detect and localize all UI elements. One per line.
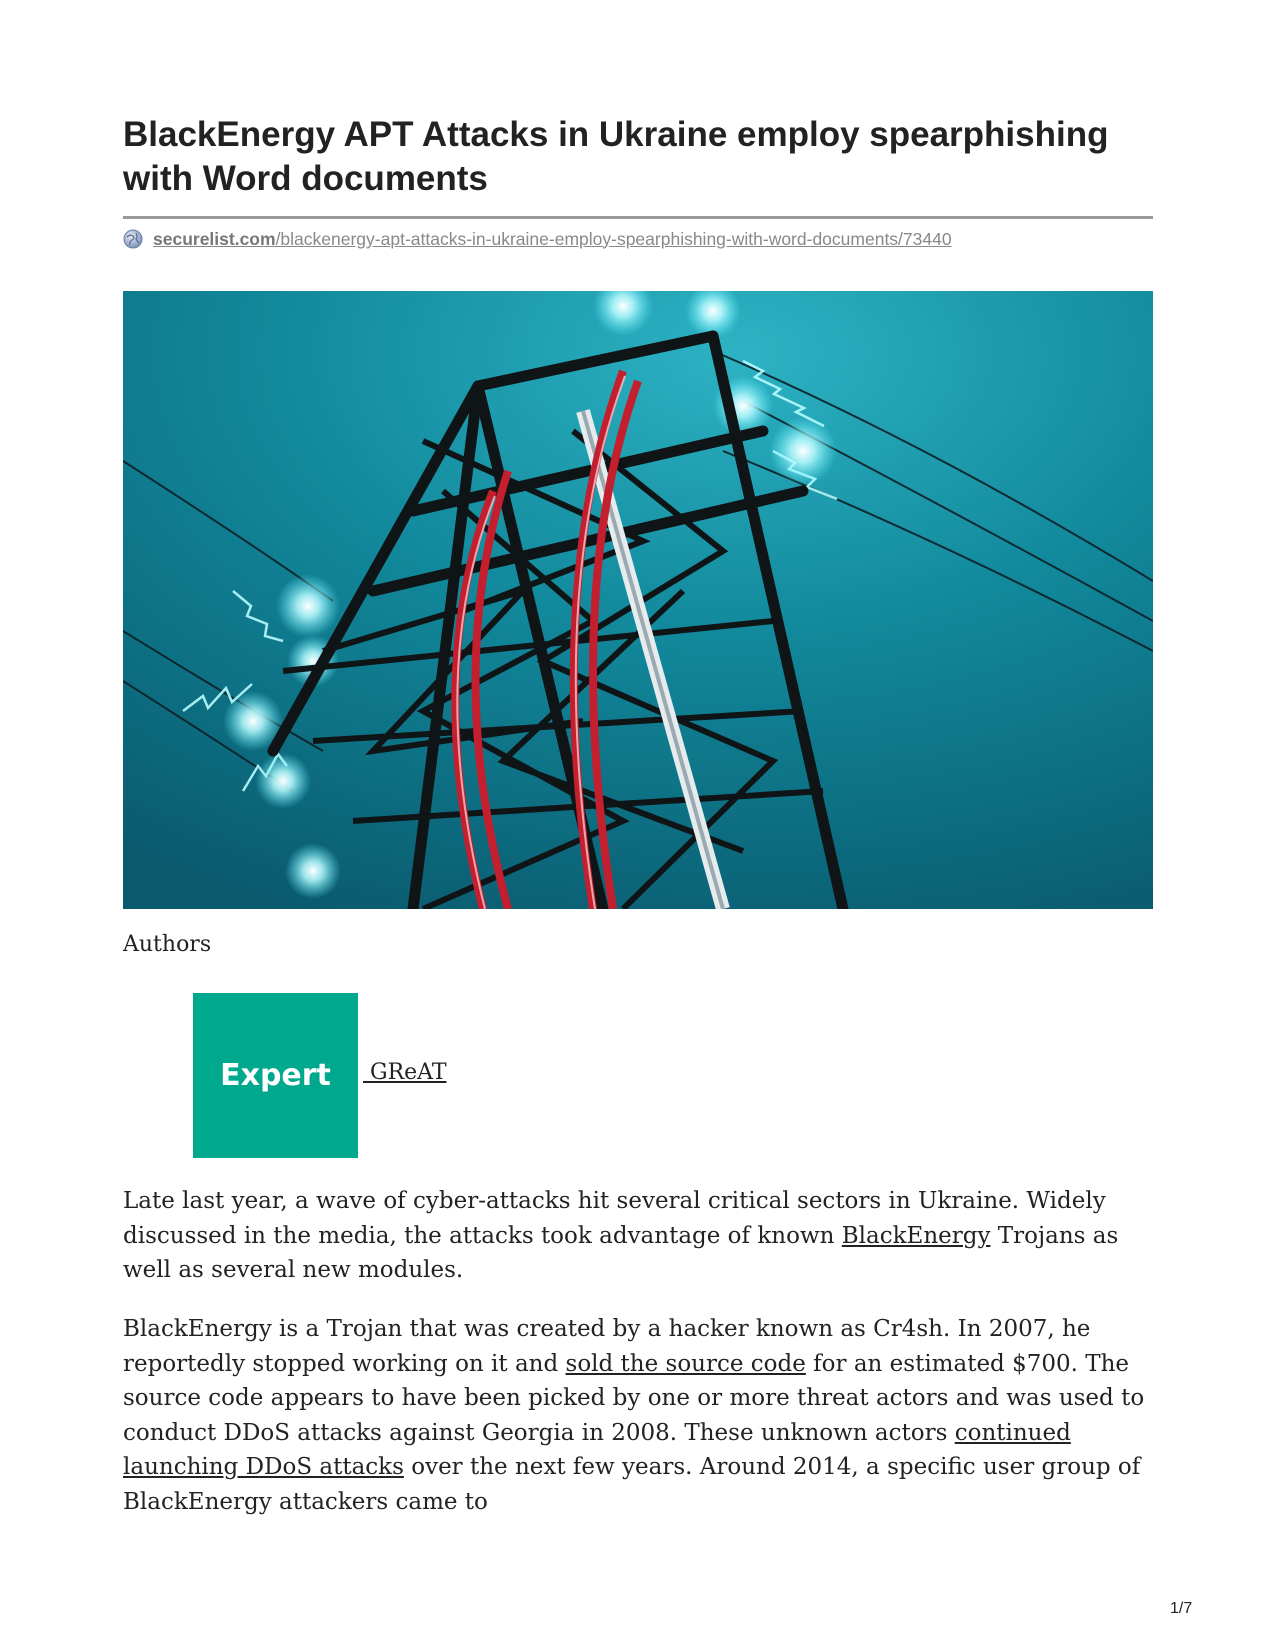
ddos-attacks-link[interactable]: continued launching DDoS attacks — [123, 1419, 1071, 1480]
page-number: 1/7 — [1170, 1600, 1193, 1617]
author-link[interactable]: GReAT — [363, 1060, 447, 1085]
source-link-row[interactable] — [123, 227, 952, 251]
globe-icon — [123, 229, 143, 249]
source-path[interactable]: /blackenergy-apt-attacks-in-ukraine-employ-spearphishing-with-word-documents/73440 — [275, 228, 952, 249]
hero-image — [123, 291, 1153, 909]
article-title: BlackEnergy APT Attacks in Ukraine employ spearphishing with Word documents — [123, 115, 1109, 198]
source-domain[interactable]: securelist.com — [153, 228, 276, 249]
author-badge-label: Expert — [220, 1058, 331, 1093]
author-avatar[interactable] — [193, 993, 358, 1158]
authors-heading: Authors — [123, 932, 212, 957]
paragraph-text: for an estimated $700. The source code appears to have been picked by one or more threat actors and was used to conduct DDoS attacks against Georgia in 2008. These unknown actors — [123, 1350, 1145, 1446]
source-url[interactable] — [153, 229, 952, 250]
paragraph-text: over the next few years. Around 2014, a specific user group of BlackEnergy attackers came to — [123, 1454, 1141, 1515]
paragraph-text: BlackEnergy is a Trojan that was created by a hacker known as Cr4sh. In 2007, he reportedly stopped working on it and — [123, 1316, 1091, 1377]
paragraph — [123, 1184, 1163, 1288]
sold-source-code-link[interactable]: sold the source code — [565, 1350, 806, 1377]
paragraph-text: Trojans as well as several new modules. — [123, 1222, 1119, 1283]
title-divider — [123, 216, 1153, 219]
paragraph — [123, 1312, 1163, 1519]
blackenergy-link[interactable]: BlackEnergy — [841, 1222, 991, 1249]
paragraph-text: Late last year, a wave of cyber-attacks hit several critical sectors in Ukraine. Widely discussed in the media, the attacks took advantage of known — [123, 1188, 1106, 1249]
